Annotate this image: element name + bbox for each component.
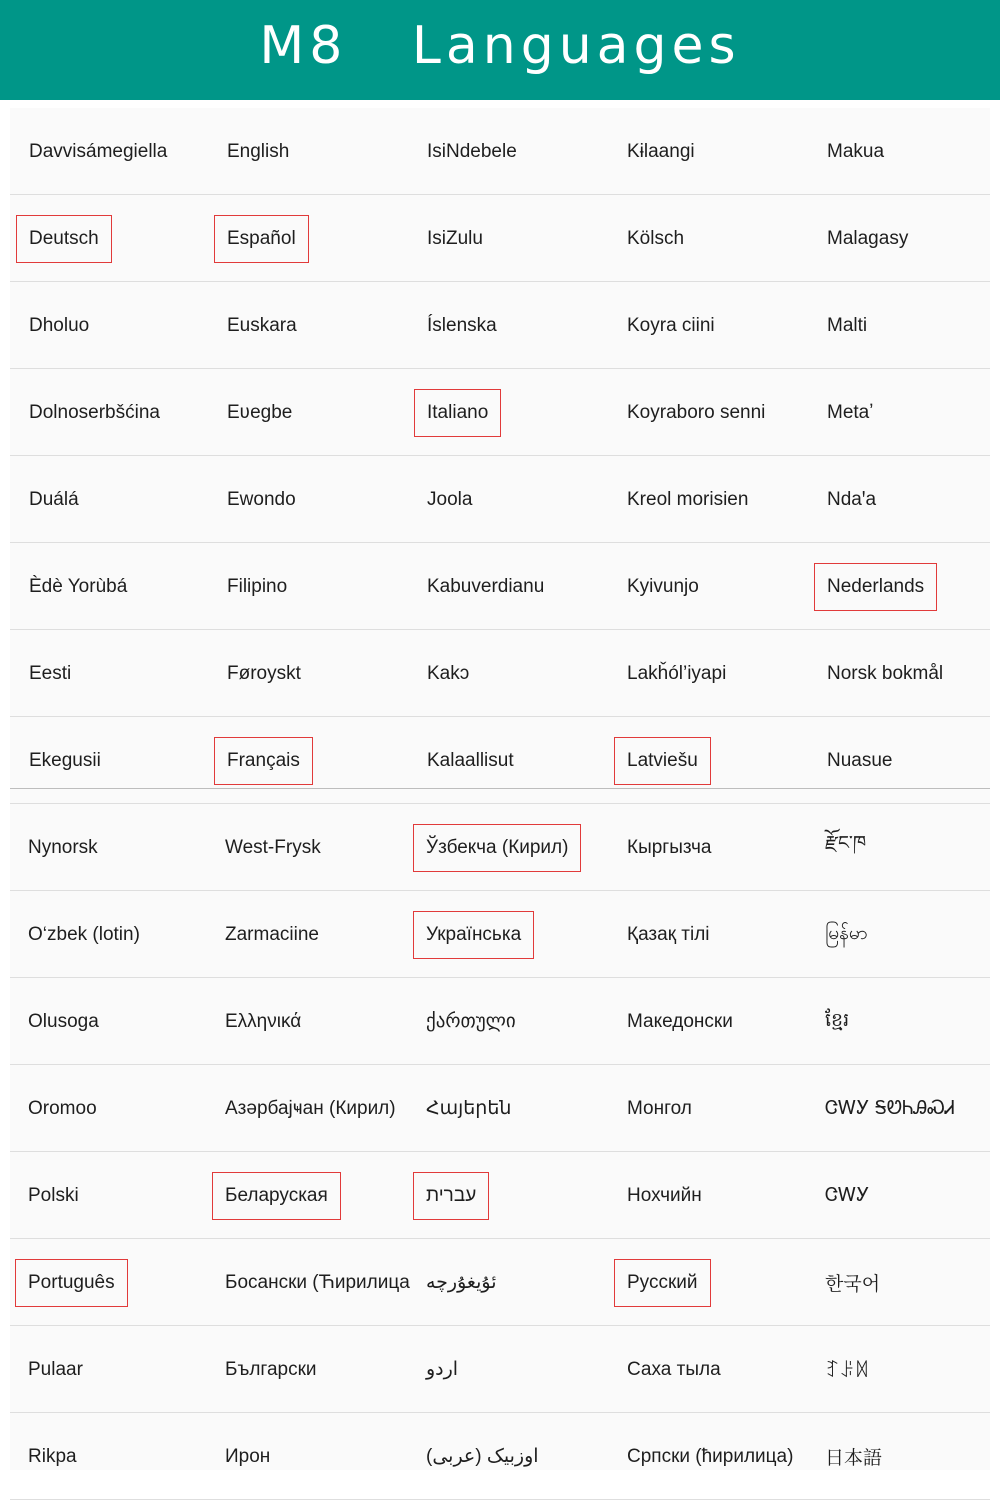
language-item[interactable]	[825, 804, 866, 891]
language-label: Հայերեն	[426, 1098, 512, 1119]
language-label: IsiNdebele	[427, 140, 517, 162]
language-item-highlighted[interactable]	[426, 1152, 476, 1239]
language-label: Nynorsk	[28, 836, 98, 858]
language-item[interactable]	[29, 282, 89, 369]
language-label: اوزبیک (عربی)	[426, 1446, 539, 1467]
language-row	[10, 978, 990, 1065]
language-label: IsiZulu	[427, 227, 483, 249]
language-label: Rikpa	[28, 1445, 77, 1467]
language-label: Malagasy	[827, 227, 909, 249]
language-label: Dholuo	[29, 314, 90, 336]
language-item[interactable]	[825, 891, 868, 978]
language-label: Nuasue	[827, 749, 893, 771]
language-label: ᏣᎳᎩ ᎦᏬᏂᎯᏍᏗ	[825, 1097, 955, 1119]
language-item[interactable]	[627, 891, 710, 978]
language-row	[10, 195, 990, 282]
language-label: Dolnoserbšćina	[29, 401, 160, 423]
language-label: Ewondo	[227, 488, 296, 510]
language-grid	[10, 108, 990, 1470]
language-label: Ekegusii	[29, 749, 101, 771]
title-banner	[0, 0, 1000, 100]
language-item[interactable]	[427, 456, 472, 543]
language-label: Саха тыла	[627, 1358, 721, 1380]
language-label: Duálá	[29, 488, 79, 510]
language-item[interactable]	[627, 543, 699, 630]
language-label: Íslenska	[427, 314, 497, 336]
language-label: Português	[28, 1271, 115, 1293]
language-label: اردو	[426, 1359, 459, 1380]
language-label: Èdè Yorùbá	[29, 575, 128, 597]
language-label: English	[227, 140, 290, 162]
language-item[interactable]	[627, 369, 765, 456]
language-row	[10, 804, 990, 891]
language-row	[10, 108, 990, 195]
language-item-highlighted[interactable]	[426, 804, 568, 891]
language-label: Македонски	[627, 1010, 733, 1032]
language-label: West-Frysk	[225, 836, 321, 858]
language-item[interactable]	[627, 978, 733, 1065]
language-item[interactable]	[827, 369, 873, 456]
language-label: Қазақ тілі	[627, 923, 710, 945]
language-item[interactable]	[825, 1152, 869, 1239]
language-label: Kalaallisut	[427, 749, 514, 771]
language-label: Oromoo	[28, 1097, 97, 1119]
language-label: Latviešu	[627, 749, 698, 771]
language-item[interactable]	[28, 1065, 97, 1152]
language-item[interactable]	[825, 978, 849, 1065]
language-item[interactable]	[427, 282, 497, 369]
language-label: Zarmaciine	[225, 923, 319, 945]
language-item[interactable]	[427, 717, 514, 804]
language-item-highlighted[interactable]	[627, 1239, 698, 1326]
language-row	[10, 1239, 990, 1326]
language-label: ᏣᎳᎩ	[825, 1184, 870, 1206]
language-item[interactable]	[29, 543, 127, 630]
language-row	[10, 630, 990, 717]
language-item[interactable]	[627, 1413, 793, 1500]
language-row	[10, 717, 990, 804]
language-row	[10, 1065, 990, 1152]
language-item[interactable]	[427, 630, 469, 717]
language-row	[10, 543, 990, 630]
language-label: Монгол	[627, 1097, 692, 1119]
language-row	[10, 456, 990, 543]
language-label: Азәрбајҹан (Кирил)	[225, 1097, 396, 1119]
language-label: Malti	[827, 314, 868, 336]
language-label: Lakȟól’iyapi	[627, 662, 727, 684]
language-label: Pulaar	[28, 1358, 83, 1380]
language-label: Euskara	[227, 314, 297, 336]
language-label: Српски (ћирилица)	[627, 1445, 794, 1467]
language-item[interactable]	[29, 108, 167, 195]
language-label: ქართული	[426, 1011, 516, 1032]
language-item[interactable]	[827, 717, 893, 804]
language-label: Kreol morisien	[627, 488, 749, 510]
language-label: Makua	[827, 140, 885, 162]
language-label: Español	[227, 227, 296, 249]
language-item-highlighted[interactable]	[227, 717, 300, 804]
language-label: Koyra ciini	[627, 314, 715, 336]
language-item[interactable]	[627, 456, 748, 543]
language-label: Ελληνικά	[225, 1010, 302, 1032]
language-label: Davvisámegiella	[29, 140, 168, 162]
language-label: Русский	[627, 1271, 698, 1293]
language-item[interactable]	[227, 456, 296, 543]
language-label: မြန်မာ	[825, 922, 868, 944]
language-label: 한국어	[825, 1274, 881, 1295]
language-item[interactable]	[825, 1065, 955, 1152]
language-label: Føroyskt	[227, 662, 301, 684]
language-item[interactable]	[225, 1326, 317, 1413]
language-label: Eʋegbe	[227, 401, 293, 423]
language-label: O‘zbek (lotin)	[28, 923, 140, 945]
language-item[interactable]	[29, 456, 79, 543]
language-label: Ирон	[225, 1445, 271, 1467]
language-label: Українська	[426, 923, 522, 945]
language-item[interactable]	[28, 1413, 77, 1500]
language-item[interactable]	[225, 804, 321, 891]
language-label: Kɨlaangi	[627, 140, 695, 162]
language-label: Kölsch	[627, 227, 685, 249]
language-row	[10, 1152, 990, 1239]
language-item[interactable]	[28, 804, 98, 891]
language-label: Metaʼ	[827, 401, 874, 423]
language-label: Kabuverdianu	[427, 575, 545, 597]
language-item[interactable]	[28, 1326, 83, 1413]
language-label: Kakɔ	[427, 662, 470, 684]
language-item-highlighted[interactable]	[427, 369, 488, 456]
language-item[interactable]	[426, 1326, 458, 1413]
language-item[interactable]	[627, 195, 684, 282]
language-item[interactable]	[29, 369, 160, 456]
language-item[interactable]	[427, 195, 483, 282]
language-item[interactable]	[426, 1239, 496, 1326]
language-label: Nederlands	[827, 575, 925, 597]
language-row	[10, 891, 990, 978]
page-title: M8 Languages	[259, 16, 741, 76]
language-item[interactable]	[225, 891, 319, 978]
language-item[interactable]	[28, 1152, 79, 1239]
language-item[interactable]	[827, 282, 867, 369]
language-item[interactable]	[28, 978, 99, 1065]
language-item[interactable]	[627, 804, 711, 891]
language-item[interactable]	[825, 1239, 880, 1326]
language-row	[10, 369, 990, 456]
language-item[interactable]	[227, 630, 301, 717]
language-label: Italiano	[427, 401, 489, 423]
language-item-highlighted[interactable]	[28, 1239, 115, 1326]
language-item[interactable]	[426, 1065, 511, 1152]
language-item[interactable]	[827, 108, 884, 195]
language-item[interactable]	[627, 1152, 702, 1239]
language-item[interactable]	[426, 978, 516, 1065]
language-item[interactable]	[627, 1326, 721, 1413]
language-label: Français	[227, 749, 300, 771]
language-item[interactable]	[825, 1326, 870, 1413]
language-row	[10, 1413, 990, 1500]
language-label: Joola	[427, 488, 473, 510]
language-label: 日本語	[825, 1448, 883, 1469]
language-item[interactable]	[426, 1413, 539, 1500]
language-item-highlighted[interactable]	[225, 1152, 328, 1239]
language-label: Filipino	[227, 575, 288, 597]
language-label: ខ្មែរ	[825, 1009, 850, 1031]
language-item[interactable]	[227, 543, 287, 630]
language-item[interactable]	[825, 1413, 882, 1500]
language-item[interactable]	[225, 1065, 396, 1152]
language-label: རྫོང་ཁ	[825, 832, 867, 854]
language-item-highlighted[interactable]	[29, 195, 99, 282]
language-label: Polski	[28, 1184, 79, 1206]
language-item[interactable]	[627, 282, 715, 369]
language-label: Olusoga	[28, 1010, 99, 1032]
language-label: ئۇيغۇرچە	[426, 1272, 497, 1293]
language-label: Нохчийн	[627, 1184, 702, 1206]
language-label: Norsk bokmål	[827, 662, 944, 684]
language-label: ꆈꌠꉙ	[825, 1360, 870, 1382]
language-label: Ndaꞌa	[827, 488, 877, 510]
language-label: עברית	[426, 1184, 477, 1206]
language-row	[10, 1326, 990, 1413]
language-item[interactable]	[227, 108, 289, 195]
language-label: Беларуская	[225, 1184, 328, 1206]
language-item[interactable]	[227, 282, 297, 369]
language-label: Deutsch	[29, 227, 99, 249]
language-label: Ўзбекча (Кирил)	[426, 836, 569, 858]
language-item[interactable]	[227, 369, 292, 456]
language-label: Koyraboro senni	[627, 401, 766, 423]
language-item[interactable]	[225, 978, 301, 1065]
language-label: Кыргызча	[627, 836, 712, 858]
language-label: Eesti	[29, 662, 72, 684]
language-item-highlighted[interactable]	[227, 195, 296, 282]
language-item[interactable]	[827, 456, 876, 543]
language-item[interactable]	[827, 195, 908, 282]
language-item[interactable]	[427, 108, 517, 195]
language-item[interactable]	[225, 1413, 270, 1500]
language-row	[10, 282, 990, 369]
language-item[interactable]	[427, 543, 544, 630]
language-label: Босански (Ћирилица	[225, 1271, 410, 1293]
language-item[interactable]	[627, 630, 726, 717]
language-item[interactable]	[29, 717, 101, 804]
language-item[interactable]	[627, 1065, 692, 1152]
language-item-highlighted[interactable]	[426, 891, 521, 978]
language-item[interactable]	[28, 891, 140, 978]
language-item[interactable]	[627, 108, 695, 195]
language-item-highlighted[interactable]	[827, 543, 924, 630]
language-label: Български	[225, 1358, 317, 1380]
language-item[interactable]	[29, 630, 71, 717]
language-item[interactable]	[225, 1239, 410, 1326]
language-item-highlighted[interactable]	[627, 717, 698, 804]
language-item[interactable]	[827, 630, 943, 717]
language-label: Kyivunjo	[627, 575, 699, 597]
